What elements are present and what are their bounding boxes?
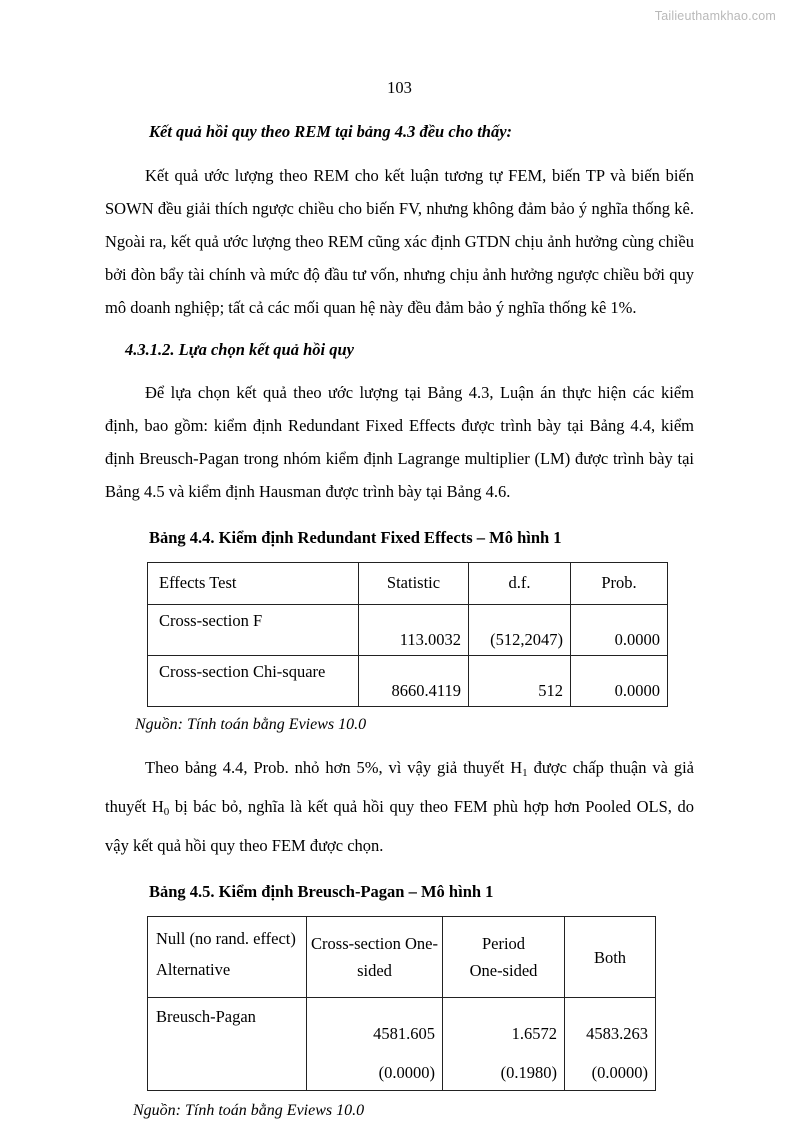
header-both: Both [565,917,656,998]
cell-prob-chi: 0.0000 [571,655,668,706]
text-part-1: Theo bảng 4.4, Prob. nhỏ hơn 5%, vì vậy giả thuyết H [145,758,523,778]
header-prob: Prob. [571,562,668,604]
site-watermark: Tailieuthamkhao.com [654,9,776,23]
cell-both [565,998,656,1091]
cell-cross-section [307,998,443,1091]
header-null-line: Null (no rand. effect) [156,929,296,949]
cell-both-value: 4583.263 [586,1024,648,1044]
section-heading-4-3-1-2: 4.3.1.2. Lựa chọn kết quả hồi quy [125,339,354,359]
header-period-line1: Period [481,934,526,954]
header-alternative-line: Alternative [156,960,231,980]
header-cross-section-line1: Cross-section One- [311,934,438,954]
header-null-alternative [148,917,307,998]
cell-cross-section-pvalue: (0.0000) [378,1063,435,1083]
table-45-source: Nguồn: Tính toán bằng Eviews 10.0 [133,1102,365,1120]
cell-period [443,998,565,1091]
intro-heading: Kết quả hồi quy theo REM tại bảng 4.3 đều cho thấy: [149,121,513,141]
row-label-cross-section-f: Cross-section F [148,604,359,655]
cell-df-f: (512,2047) [469,604,571,655]
text-part-2: được chấp thuận và giả thuyết H [105,758,695,817]
header-cross-section-one-sided [307,917,443,998]
paragraph-rem-results: Kết quả ước lượng theo REM cho kết luận tương tự FEM, biến TP và biến biến SOWN đều giải thích ngược chiều cho biến FV, nhưng không đảm bảo ý nghĩa thống kê. Ngoài ra, kết quả ước lượng theo REM cũng xác định GTDN chịu ảnh hưởng cùng chiều bởi đòn bẩy tài chính và mức độ đầu tư vốn, nhưng chịu ảnh hưởng ngược chiều bởi quy mô doanh nghiệp; tất cả các mối quan hệ này đều đảm bảo ý nghĩa thống kê 1%. [105,165,694,317]
row-label-breusch-pagan: Breusch-Pagan [148,998,307,1091]
table-44-caption: Bảng 4.4. Kiểm định Redundant Fixed Effects – Mô hình 1 [149,527,562,547]
cell-period-pvalue: (0.1980) [500,1063,557,1083]
header-df: d.f. [469,562,571,604]
header-period-one-sided [443,917,565,998]
table-header-row [148,917,656,998]
table-row [148,604,668,655]
subscript-h0: 0 [163,806,170,819]
table-44-source: Nguồn: Tính toán bằng Eviews 10.0 [135,715,367,733]
cell-period-value: 1.6572 [511,1024,557,1044]
header-statistic: Statistic [359,562,469,604]
table-row [148,998,656,1091]
paragraph-hypothesis-conclusion [105,751,694,862]
cell-both-pvalue: (0.0000) [591,1063,648,1083]
table-45-caption: Bảng 4.5. Kiểm định Breusch-Pagan – Mô hình 1 [149,882,494,902]
header-effects-test: Effects Test [148,562,359,604]
header-cross-section-line2: sided [357,961,392,981]
page-content [105,78,694,1123]
cell-statistic-chi: 8660.4119 [359,655,469,706]
cell-statistic-f: 113.0032 [359,604,469,655]
header-period-line2: One-sided [469,961,538,981]
subscript-h1: 1 [522,767,528,780]
paragraph-test-selection: Để lựa chọn kết quả theo ước lượng tại Bảng 4.3, Luận án thực hiện các kiểm định, bao gồm: kiểm định Redundant Fixed Effects được trình bày tại Bảng 4.4, kiểm định Breusch-Pagan trong nhóm kiểm định Lagrange multiplier (LM) được trình bày tại Bảng 4.5 và kiểm định Hausman được trình bày tại Bảng 4.6. [105,382,694,501]
text-part-3: bị bác bỏ, nghĩa là kết quả hồi quy theo FEM phù hợp hơn Pooled OLS, do vậy kết quả hồi quy theo FEM được chọn. [105,797,694,856]
row-label-cross-section-chi-square: Cross-section Chi-square [148,655,359,706]
table-header-row [148,562,668,604]
table-redundant-fixed-effects [147,562,668,707]
table-row [148,655,668,706]
page-number: 103 [387,78,412,97]
cell-prob-f: 0.0000 [571,604,668,655]
table-breusch-pagan [147,916,656,1091]
cell-df-chi: 512 [469,655,571,706]
cell-cross-section-value: 4581.605 [373,1024,435,1044]
